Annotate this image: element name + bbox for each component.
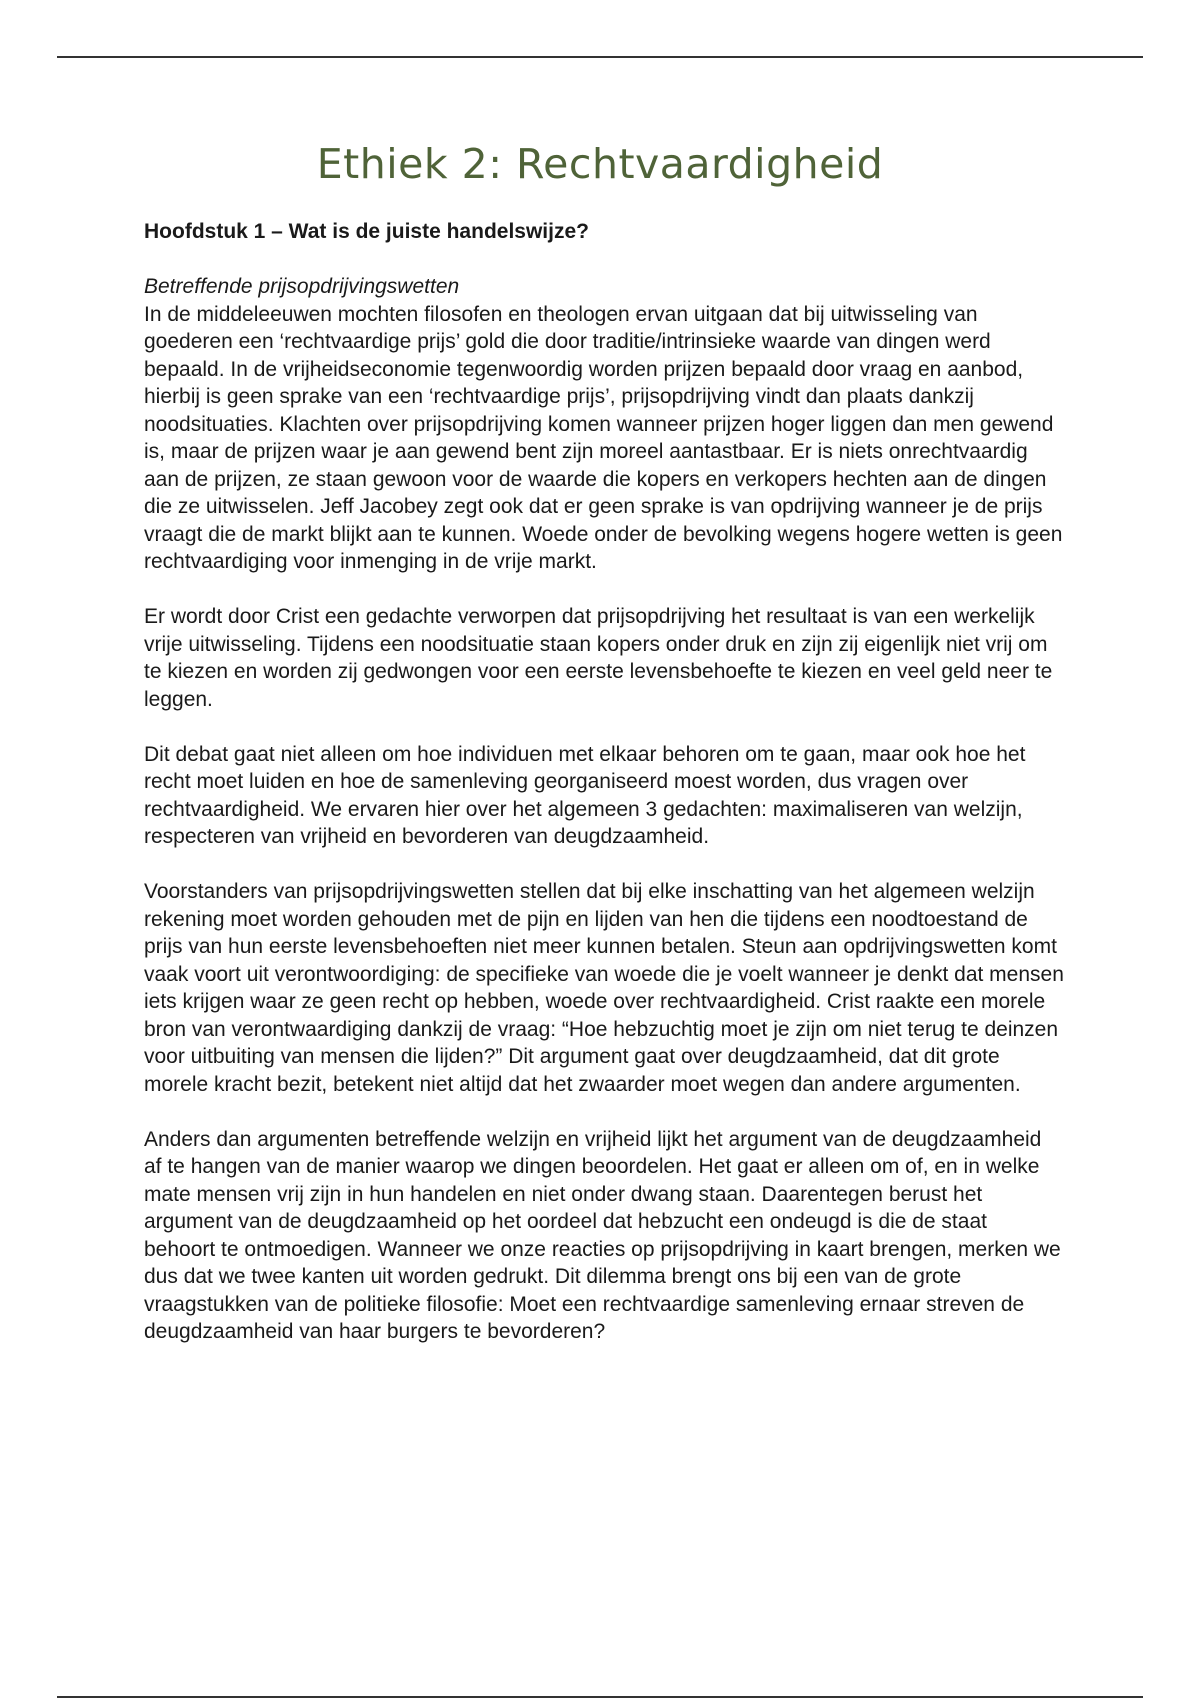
paragraph: Voorstanders van prijsopdrijvingswetten stellen dat bij elke inschatting van het algemeen welzijn rekening moet worden gehouden met de pijn en lijden van hen die tijdens een noodtoestand de prijs van hun eerste levensbehoeften niet meer kunnen betalen. Steun aan opdrijvingswetten komt vaak voort uit verontwoordiging: de specifieke van woede die je voelt wanneer je denkt dat mensen iets krijgen waar ze geen recht op hebben, woede over rechtvaardigheid. Crist raakte een morele bron van verontwaardiging dankzij de vraag: “Hoe hebzuchtig moet je zijn om niet terug te deinzen voor uitbuiting van mensen die lijden?” Dit argument gaat over deugdzaamheid, dat dit grote morele kracht bezit, betekent niet altijd dat het zwaarder moet wegen dan andere argumenten. xyxy=(144,880,1064,1096)
document-body xyxy=(144,218,1064,1373)
paragraph: Dit debat gaat niet alleen om hoe individuen met elkaar behoren om te gaan, maar ook hoe het recht moet luiden en hoe de samenleving georganiseerd moest worden, dus vragen over rechtvaardigheid. We ervaren hier over het algemeen 3 gedachten: maximaliseren van welzijn, respecteren van vrijheid en bevorderen van deugdzaamheid. xyxy=(144,742,1026,848)
paragraph: Er wordt door Crist een gedachte verworpen dat prijsopdrijving het resultaat is van een werkelijk vrije uitwisseling. Tijdens een noodsituatie staan kopers onder druk en zijn zij eigenlijk niet vrij om te kiezen en worden zij gedwongen voor een eerste levensbehoefte te kiezen en veel geld neer te leggen. xyxy=(144,605,1053,711)
chapter-heading: Hoofdstuk 1 – Wat is de juiste handelswijze? xyxy=(144,220,589,243)
section-subtitle: Betreffende prijsopdrijvingswetten xyxy=(144,275,460,298)
page-title: Ethiek 2: Rechtvaardigheid xyxy=(316,140,884,188)
paragraph: In de middeleeuwen mochten filosofen en theologen ervan uitgaan dat bij uitwisseling van goederen een ‘rechtvaardige prijs’ gold die door traditie/intrinsieke waarde van dingen werd bepaald. In de vrijheidseconomie tegenwoordig worden prijzen bepaald door vraag en aanbod, hierbij is geen sprake van een ‘rechtvaardige prijs’, prijsopdrijving vindt dan plaats dankzij noodsituaties. Klachten over prijsopdrijving komen wanneer prijzen hoger liggen dan men gewend is, maar de prijzen waar je aan gewend bent zijn moreel aantastbaar. Er is niets onrechtvaardig aan de prijzen, ze staan gewoon voor de waarde die kopers en verkopers hechten aan de dingen die ze uitwisselen. Jeff Jacobey zegt ook dat er geen sprake is van opdrijving wanneer je de prijs vraagt die de markt blijkt aan te kunnen. Woede onder de bevolking wegens hogere wetten is geen rechtvaardiging voor inmenging in de vrije markt. xyxy=(144,302,1063,573)
bottom-divider xyxy=(57,1696,1143,1698)
paragraph: Anders dan argumenten betreffende welzijn en vrijheid lijkt het argument van de deugdzaamheid af te hangen van de manier waarop we dingen beoordelen. Het gaat er alleen om of, en in welke mate mensen vrij zijn in hun handelen en niet onder dwang staan. Daarentegen berust het argument van de deugdzaamheid op het oordeel dat hebzucht een ondeugd is die de staat behoort te ontmoedigen. Wanneer we onze reacties op prijsopdrijving in kaart brengen, merken we dus dat we twee kanten uit worden gedrukt. Dit dilemma brengt ons bij een van de grote vraagstukken van de politieke filosofie: Moet een rechtvaardige samenleving ernaar streven de deugdzaamheid van haar burgers te bevorderen? xyxy=(144,1127,1061,1343)
top-divider xyxy=(57,56,1143,58)
